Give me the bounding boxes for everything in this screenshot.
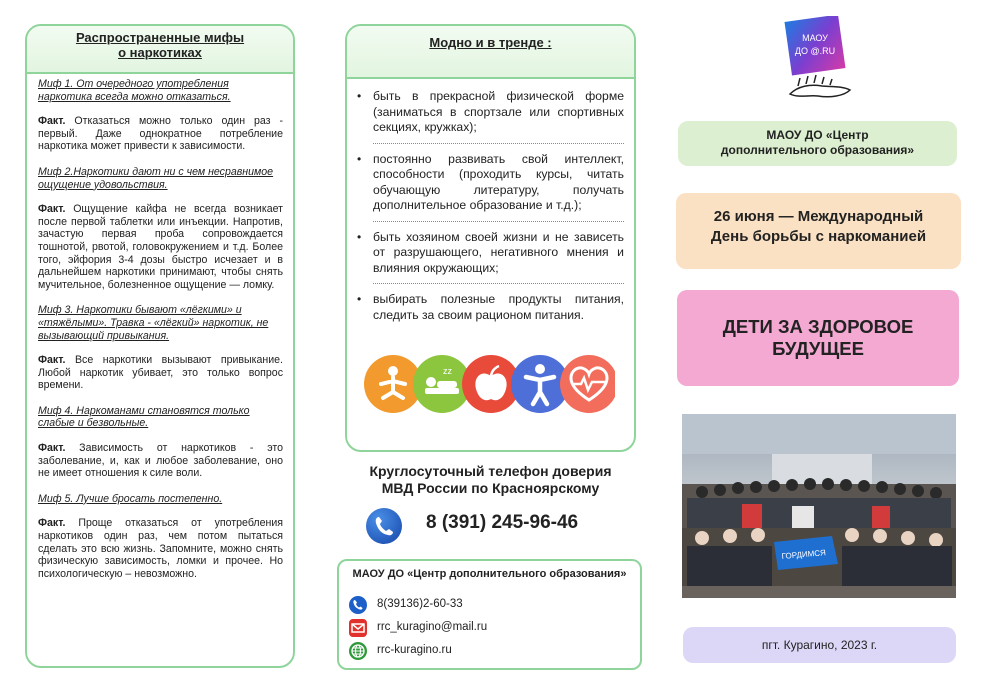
contact-site[interactable]: rrc-kuragino.ru <box>377 644 452 656</box>
contacts-title: МАОУ ДО «Центр дополнительного образования» <box>352 568 627 580</box>
hotline-phone[interactable]: 8 (391) 245-96-46 <box>426 512 579 533</box>
myth-text: Миф 1. От очередного употребления наркотика всегда можно отказаться. <box>38 78 231 103</box>
globe-icon <box>349 642 367 660</box>
contact-phone[interactable]: 8(39136)2-60-33 <box>377 598 463 610</box>
myth-text: Миф 3. Наркотики бывают «лёгкими» и «тяжёлыми». Травка - «лёгкий» наркотик, не вызывающий привыкания. <box>38 304 269 342</box>
organization-name: МАОУ ДО «Центр дополнительного образования» <box>678 121 957 166</box>
fact-text: Факт. Зависимость от наркотиков - это заболевание, и, как и любое заболевание, оно не имеет отношения к силе воли. <box>38 442 283 480</box>
myth-text: Миф 2.Наркотики дают ни с чем несравнимое ощущение удовольствия. <box>38 165 274 191</box>
list-item: • постоянно развивать свой интеллект, способности (проходить курсы, читать обучающую литературу, получать дополнительное образование и т.д.); <box>373 152 624 222</box>
fact-text: Факт. Проще отказаться от употребления наркотиков один раз, чем потом пытаться сделать это всю жизнь. Запомните, можно снять физическую зависимость, ломки и прочее. Но психологическую – невозможно. <box>38 517 283 580</box>
list-item: • выбирать полезные продукты питания, следить за своим рационом питания. <box>373 292 624 330</box>
fact-text: Факт. Ощущение кайфа не всегда возникает после первой таблетки или инъекции. Напротив, зачастую первая проба сопровождается тошнотой, рвотой, головокружением и т.д. Более того, эйфория 3-4 дозы быстро исчезает и в дальнейшем наркотики принимают, чтобы снять мучительное, болезненное ощущение — ломку. <box>38 203 283 291</box>
trend-panel <box>345 24 636 452</box>
health-icons <box>363 354 615 414</box>
svg-text:zz: zz <box>443 366 452 376</box>
myths-title: Распространенные мифы о наркотиках <box>27 26 293 74</box>
myths-panel <box>25 24 295 668</box>
fact-text: Факт. Все наркотики вызывают привыкание. Любой наркотик убивает, это только вопрос времени. <box>38 354 283 392</box>
list-item: • быть в прекрасной физической форме (заниматься в спортзале или спортивных секциях, кружках); <box>373 89 624 144</box>
myths-list <box>27 74 293 580</box>
hotline-title: Круглосуточный телефон доверия МВД России по Красноярскому <box>369 463 612 496</box>
fact-text: Факт. Отказаться можно только один раз - первый. Даже однократное потребление наркотика может привести к зависимости. <box>38 115 283 153</box>
event-date: 26 июня — Международный День борьбы с наркоманией <box>676 193 961 269</box>
phone-icon <box>366 508 402 544</box>
mail-icon <box>349 619 367 637</box>
myth-text: Миф 4. Наркоманами становятся только слабые и безвольные. <box>38 404 250 430</box>
list-item: • быть хозяином своей жизни и не зависеть от разрушающего, негативного мнения и влияния окружающих; <box>373 230 624 285</box>
organization-logo <box>770 16 860 106</box>
group-photo <box>682 414 956 598</box>
logo-text-1: МАОУ <box>802 33 828 43</box>
trend-title: Модно и в тренде : <box>347 26 634 79</box>
myth-text: Миф 5. Лучше бросать постепенно. <box>38 492 223 505</box>
contact-email[interactable]: rrc_kuragino@mail.ru <box>377 621 488 633</box>
motto-banner: ДЕТИ ЗА ЗДОРОВОЕ БУДУЩЕЕ <box>677 290 959 386</box>
phone-icon <box>349 596 367 614</box>
banner-text: ГОРДИМСЯ <box>781 548 827 561</box>
heart-icon <box>560 355 615 413</box>
place-year: пгт. Курагино, 2023 г. <box>683 627 956 663</box>
contacts-panel <box>337 559 642 670</box>
trend-list <box>347 79 634 330</box>
logo-text-2: ДО @.RU <box>794 46 836 56</box>
